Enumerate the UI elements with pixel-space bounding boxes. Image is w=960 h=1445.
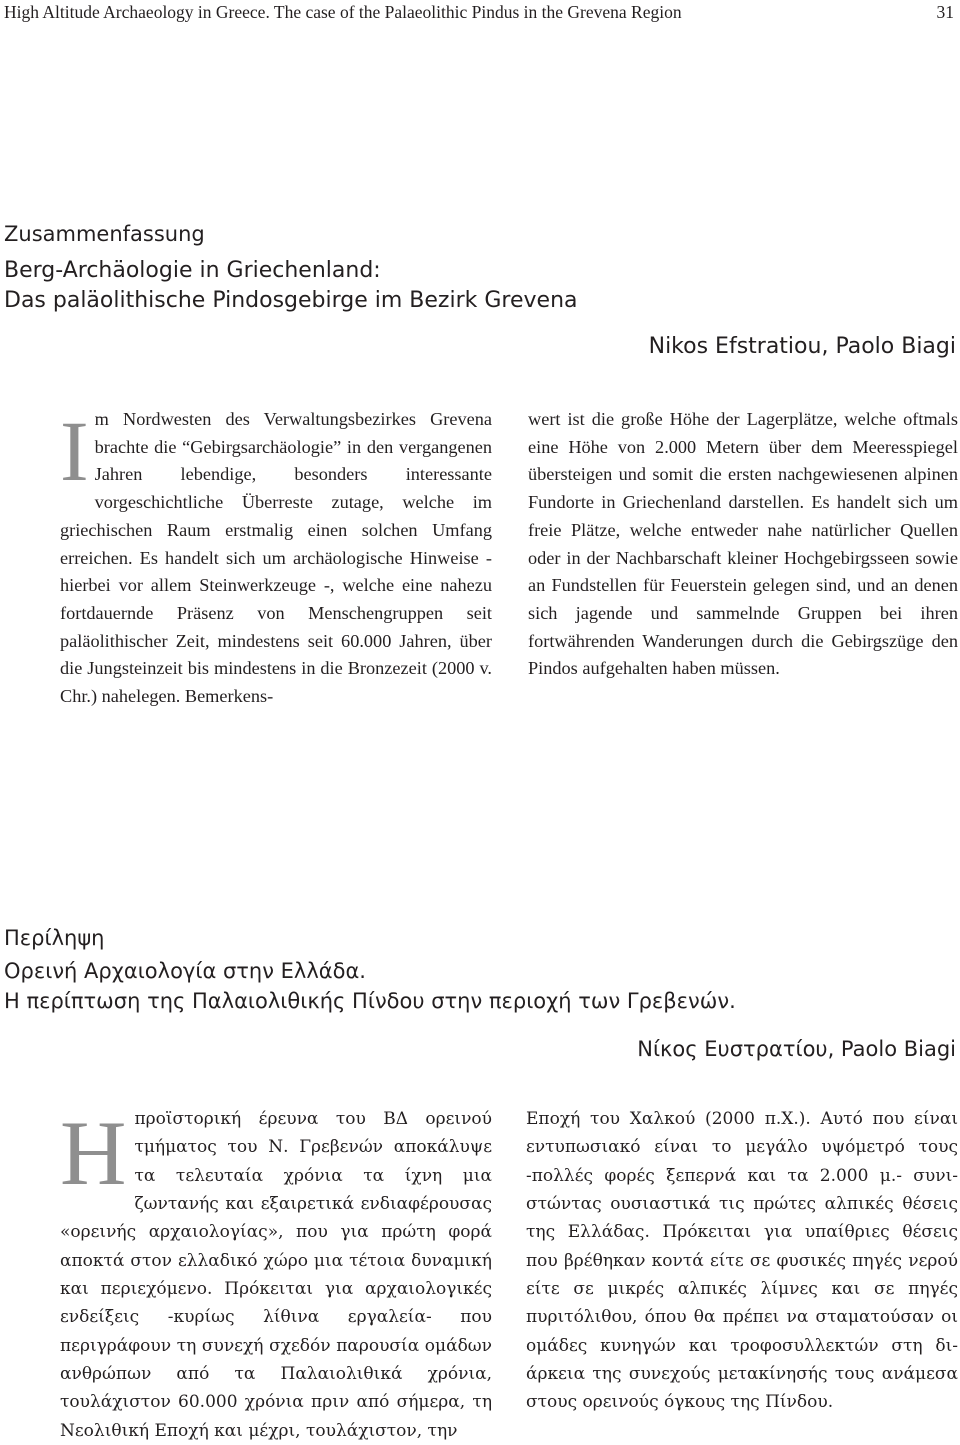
greek-title-line-1: Ορεινή Αρχαιολογία στην Ελλάδα. [4, 959, 366, 983]
greek-drop-cap: Η [60, 1102, 127, 1204]
german-title-line-2: Das paläolithische Pindosgebirge im Bezirk Grevena [4, 288, 578, 313]
german-drop-cap: I [60, 403, 89, 499]
greek-summary-label: Περίληψη [4, 926, 105, 950]
german-authors: Nikos Efstratiou, Paolo Biagi [648, 334, 956, 359]
german-column-2 [528, 406, 958, 683]
german-column-1 [60, 403, 492, 711]
german-summary-label: Zusammenfassung [4, 222, 205, 246]
greek-column-2-text: Εποχή του Χαλκού (2000 π.Χ.). Αυτό που είναι εντυπωσιακό είναι το μεγάλο υψόμετρό τους -πολλές φορές ξεπερνά και τα 2.000 μ.- συνιστώντας ουσιαστικά τις πρώτες αλπικές θέσεις της Ελλάδας. Πρόκειται για υπαίθριες θέσεις που βρέθηκαν κοντά είτε σε φυσικές πηγές νερού είτε σε μικρές αλπικές λίμνες και σε πηγές πυριτόλιθου, όπου θα πρέπει να σταματούσαν οι ομάδες κυνηγών και τροφοσυλλεκτών στη διάρκεια της συνεχούς μετακίνησής τους ανάμεσα στους ορεινούς όγκους της Πίνδου. [526, 1109, 958, 1413]
greek-column-1 [60, 1102, 492, 1445]
page-number: 31 [936, 2, 954, 22]
german-column-2-text: wert ist die große Höhe der Lagerplätze, welche oftmals eine Höhe von 2.000 Metern über dem Meeresspiegel übersteigen und somit die ersten nachgewiesenen alpinen Fundorte in Griechenland darstellen. Es handelt sich um freie Plätze, welche entweder nahe natürlicher Quellen oder in der Nachbarschaft kleiner Hochgebirgsseen sowie an Fundstellen für Feuerstein gelegen sind, und an denen sich jagende und sammelnde Gruppen bei ihren fortwährenden Wanderungen durch die Gebirgszüge den Pindos aufgehalten haben müssen. [528, 409, 958, 679]
german-title-line-1: Berg-Archäologie in Griechenland: [4, 258, 381, 283]
greek-authors: Νίκος Ευστρατίου, Paolo Biagi [637, 1037, 956, 1061]
greek-title-line-2: Η περίπτωση της Παλαιολιθικής Πίνδου στην περιοχή των Γρεβενών. [4, 989, 736, 1013]
running-title: High Altitude Archaeology in Greece. The case of the Palaeolithic Pindus in the Grevena Region [4, 2, 682, 22]
german-column-1-text: m Nordwesten des Verwaltungsbezirkes Grevena brachte die “Gebirgsarchäologie” in den vergangenen Jahren lebendige, besonders interessante vorgeschichtliche Überreste zutage, welche im griechischen Raum erstmalig einen solchen Umfang erreichen. Es handelt sich um archäologische Hinweise - hierbei vor allem Steinwerkzeuge -, welche eine nahezu fortdauernde Präsenz von Menschengruppen seit paläolithischer Zeit, mindestens seit 60.000 Jahren, über die Jungsteinzeit bis mindestens in die Bronzezeit (2000 v. Chr.) nahelegen. Bemerkens- [60, 409, 492, 707]
greek-column-1-text: προϊστορική έρευνα του ΒΔ ορεινού τμήματος του Ν. Γρεβενών αποκάλυψε τα τελευταία χρόνια τα ίχνη μια ζωντανής και εξαιρετικά ενδιαφέρουσας «ορεινής αρχαιολογίας», που για πρώτη φορά αποκτά στον ελλαδικό χώρο μια τέτοια δυναμική και περιεχόμενο. Πρόκειται για αρχαιολογικές ενδείξεις -κυρίως λίθινα εργαλεία- που περιγράφουν τη συνεχή σχεδόν παρουσία ομάδων ανθρώπων από τα Παλαιολιθικά χρόνια, τουλάχιστον 60.000 χρόνια πριν από σήμερα, τη Νεολιθική Εποχή και μέχρι, τουλάχιστον, την [60, 1109, 492, 1441]
greek-column-2 [526, 1105, 958, 1417]
running-header [4, 0, 954, 26]
